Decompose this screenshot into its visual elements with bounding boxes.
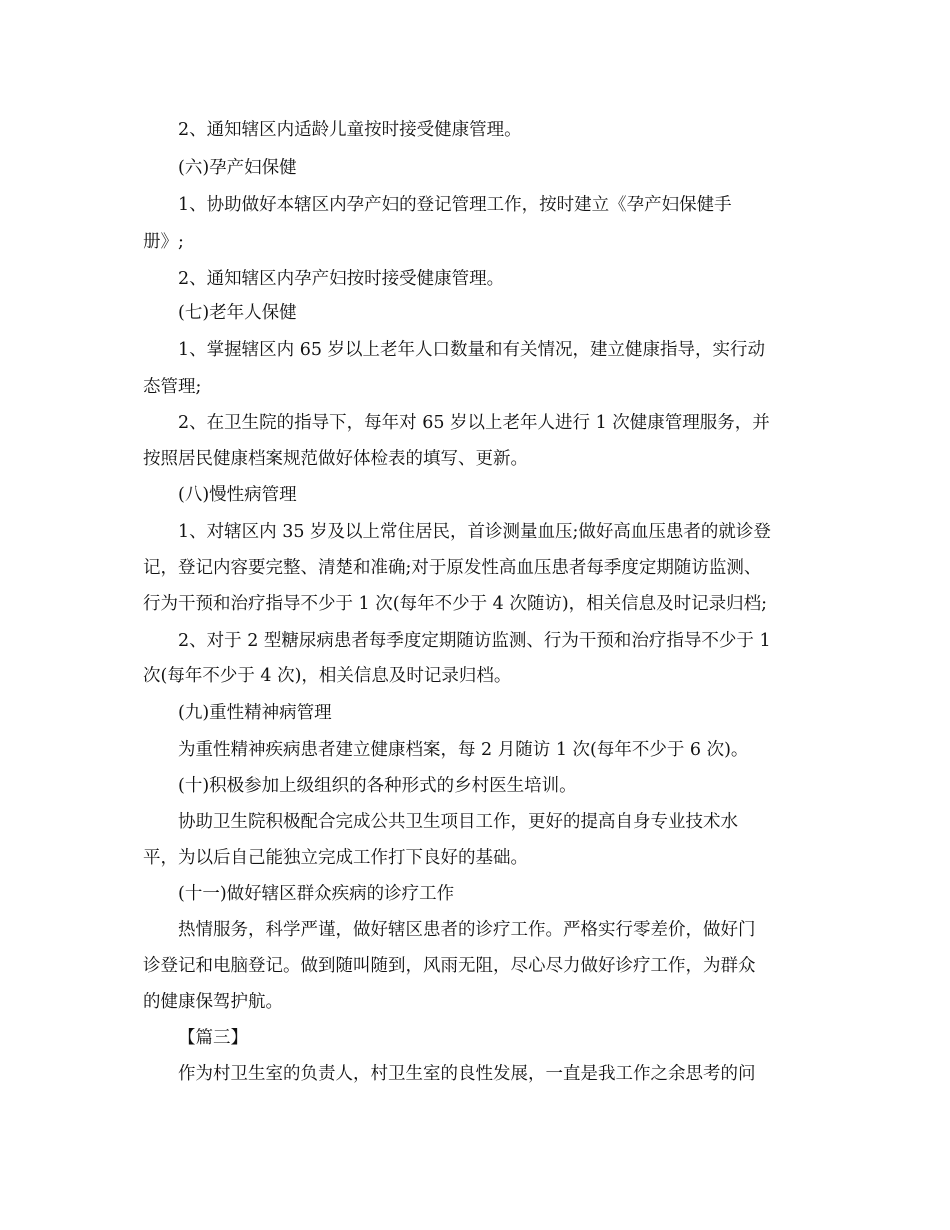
section-heading: (九)重性精神病管理: [178, 703, 332, 723]
text-line: 次(每年不少于 4 次)，相关信息及时记录归档。: [143, 666, 512, 686]
section-heading: (十)积极参加上级组织的各种形式的乡村医生培训。: [178, 776, 577, 796]
section-heading: (十一)做好辖区群众疾病的诊疗工作: [178, 884, 455, 904]
section-heading: (六)孕产妇保健: [178, 158, 297, 178]
text-line: 平，为以后自己能独立完成工作打下良好的基础。: [143, 848, 528, 868]
text-line: 作为村卫生室的负责人，村卫生室的良性发展，一直是我工作之余思考的问: [178, 1064, 756, 1084]
section-heading: 【篇三】: [178, 1028, 248, 1048]
section-heading: (七)老年人保健: [178, 303, 297, 323]
text-line: 1、对辖区内 35 岁及以上常住居民，首诊测量血压;做好高血压患者的就诊登: [178, 522, 771, 542]
text-line: 2、在卫生院的指导下，每年对 65 岁以上老年人进行 1 次健康管理服务，并: [178, 413, 770, 433]
section-heading: (八)慢性病管理: [178, 485, 297, 505]
text-line: 1、掌握辖区内 65 岁以上老年人口数量和有关情况，建立健康指导，实行动: [178, 340, 766, 360]
text-line: 1、协助做好本辖区内孕产妇的登记管理工作，按时建立《孕产妇保健手: [178, 195, 732, 215]
text-line: 的健康保驾护航。: [143, 992, 283, 1012]
text-line: 2、对于 2 型糖尿病患者每季度定期随访监测、行为干预和治疗指导不少于 1: [178, 631, 771, 651]
text-line: 热情服务，科学严谨，做好辖区患者的诊疗工作。严格实行零差价，做好门: [178, 920, 756, 940]
text-line: 按照居民健康档案规范做好体检表的填写、更新。: [143, 449, 528, 469]
text-line: 态管理;: [143, 377, 202, 397]
text-line: 2、通知辖区内孕产妇按时接受健康管理。: [178, 269, 505, 289]
text-line: 册》;: [143, 232, 184, 252]
text-line: 诊登记和电脑登记。做到随叫随到，风雨无阻，尽心尽力做好诊疗工作，为群众: [143, 956, 756, 976]
text-line: 2、通知辖区内适龄儿童按时接受健康管理。: [178, 120, 522, 140]
text-line: 协助卫生院积极配合完成公共卫生项目工作，更好的提高自身专业技术水: [178, 812, 738, 832]
text-line: 为重性精神疾病患者建立健康档案，每 2 月随访 1 次(每年不少于 6 次)。: [178, 740, 749, 760]
text-line: 行为干预和治疗指导不少于 1 次(每年不少于 4 次随访)，相关信息及时记录归档;: [143, 594, 768, 614]
text-line: 记，登记内容要完整、清楚和准确;对于原发性高血压患者每季度定期随访监测、: [143, 558, 762, 578]
